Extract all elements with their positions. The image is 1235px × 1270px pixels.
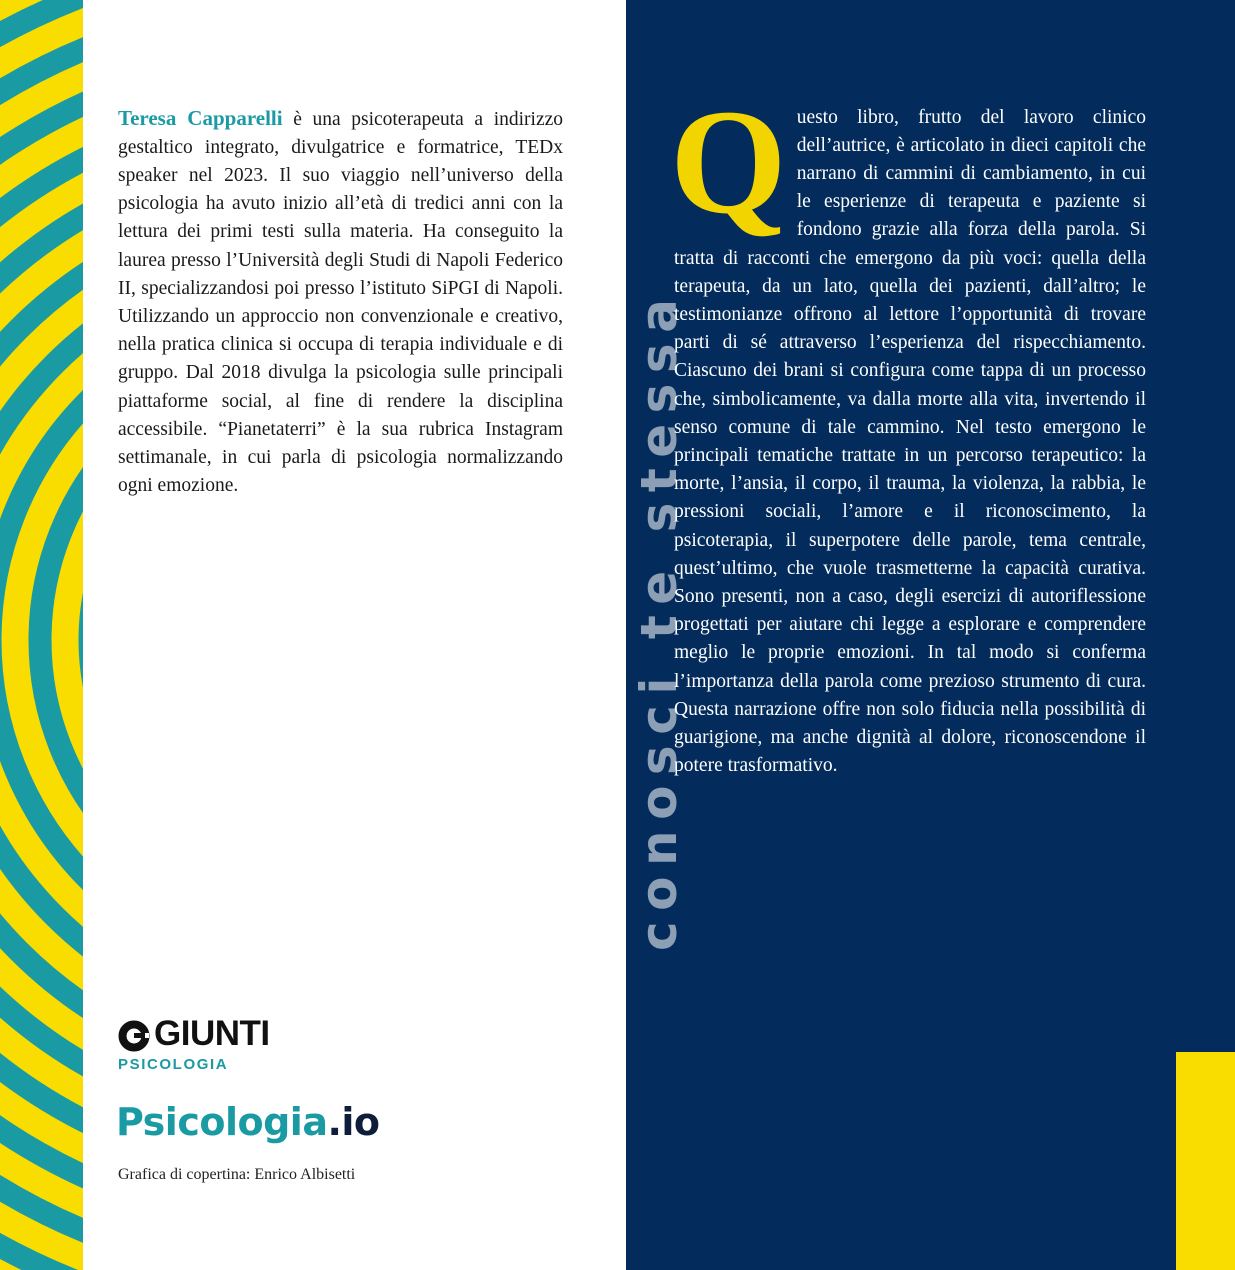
book-description-text: uesto libro, frutto del lavoro clinico dell’autrice, è articolato in dieci capitoli che narrano di cammini di cambiamento, in cui le esperienze di terapeuta e paziente si fondono grazie alla forza della parola. Si tratta di racconti che emergono da più voci: quella della terapeuta, da un lato, quella dei pazienti, dall’altro; le testimonianze offrono al lettore l’opportunità di trovare parti di sé attraverso l’esperienza del rispecchiamento. Ciascuno dei brani si configura come tappa di un processo che, simbolicamente, va dalla morte alla vita, invertendo il senso comune di tale cammino. Nel testo emergono le principali tematiche trattate in un percorso terapeutico: la morte, l’ansia, il corpo, il trauma, la violenza, la rabbia, le pressioni sociali, l’amore e il riconoscimento, la psicoterapia, il superpotere delle parole, tema centrale, quest’ultimo, che vuole trasmetterne la capacità curativa. Sono presenti, non a caso, degli esercizi di autoriflessione progettati per aiutare chi legge a esplorare e comprendere meglio le proprie emozioni. In tal modo si conferma l’importanza della parola come prezioso strumento di cura. Questa narrazione offre non solo fiducia nella possibilità di guarigione, ma anche dignità al dolore, riconoscendone il potere trasformativo. — [674, 106, 1146, 777]
psicologia-wordmark: Psicologia — [116, 1100, 328, 1144]
author-bio-text: è una psicoterapeuta a indirizzo gestaltico integrato, divulgatrice e formatrice, TEDx speaker nel 2023. Il suo viaggio nell’universo della psicologia ha avuto inizio all’età di tredici anni con la lettura dei primi testi sulla materia. Ha conseguito la laurea presso l’Università degli Studi di Napoli Federico II, specializzandosi poi presso l’istituto SiPGI di Napoli. Utilizzando un approccio non convenzionale e creativo, nella pratica clinica si occupa di terapia individuale e di gruppo. Dal 2018 divulga la psicologia sulle principali piattaforme social, al fine di rendere la disciplina accessibile. “Pianetaterri” è la sua rubrica Instagram settimanale, in cui parla di psicologia normalizzando ogni emozione. — [118, 108, 563, 497]
psicologia-tld: .io — [327, 1100, 380, 1144]
psicologia-io-logo — [116, 1100, 380, 1144]
giunti-psicologia-logo — [118, 1014, 358, 1078]
concentric-stripes-graphic — [0, 0, 83, 1270]
drop-cap: Q — [670, 78, 787, 245]
cover-design-credit: Grafica di copertina: Enrico Albisetti — [118, 1166, 356, 1183]
giunti-subtitle: PSICOLOGIA — [118, 1056, 229, 1073]
giunti-wordmark: GIUNTI — [154, 1014, 270, 1053]
giunti-g-icon — [118, 1020, 150, 1052]
vertical-tagline-text: conosci te stessa — [630, 288, 688, 951]
back-cover-left-panel — [83, 0, 626, 1270]
striped-border-decoration — [0, 0, 83, 1270]
author-bio — [118, 104, 563, 501]
back-cover-right-panel — [626, 0, 1235, 1270]
yellow-accent-block — [1176, 1052, 1235, 1270]
book-description — [670, 78, 1146, 781]
author-name: Teresa Capparelli — [118, 105, 283, 130]
